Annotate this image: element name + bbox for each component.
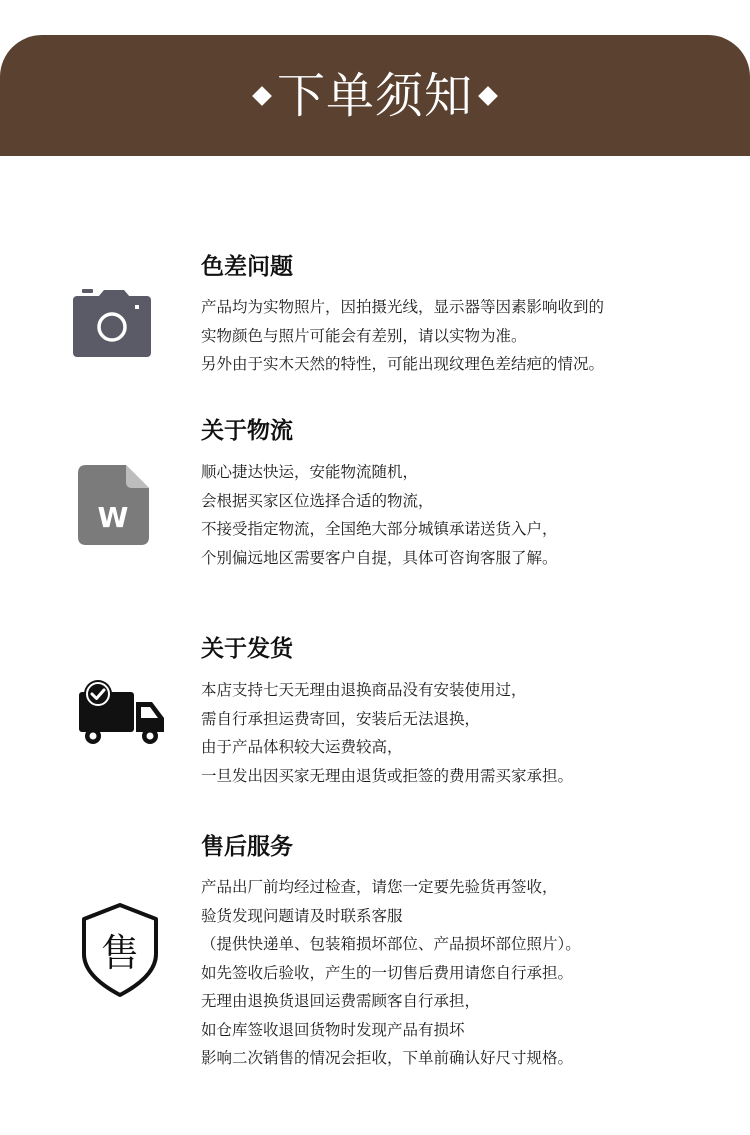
text-line: 一旦发出因买家无理由退货或拒签的费用需买家承担。 <box>201 766 574 785</box>
text-line: （提供快递单、包装箱损坏部位、产品损坏部位照片）。 <box>201 935 581 953</box>
text-line: 产品均为实物照片，因拍摄光线，显示器等因素影响收到的 <box>201 298 605 316</box>
diamond-left-icon <box>252 86 272 106</box>
diamond-right-icon <box>478 86 498 106</box>
text-line: 需自行承担运费寄回，安装后无法退换， <box>201 709 481 728</box>
section-body <box>201 293 604 379</box>
text-line: 无理由退换货退回运费需顾客自行承担， <box>201 992 481 1010</box>
word-document-icon <box>78 465 149 545</box>
page-title: 下单须知 <box>276 67 473 124</box>
text-line: 影响二次销售的情况会拒收，下单前确认好尺寸规格。 <box>201 1049 574 1067</box>
text-line: 由于产品体积较大运费较高， <box>201 738 403 756</box>
text-line: 不接受指定物流，全国绝大部分城镇承诺送货入户， <box>201 520 558 538</box>
text-line: 个别偏远地区需要客户自提，具体可咨询客服了解。 <box>201 548 558 567</box>
section-body <box>201 873 581 1073</box>
text-line: 产品出厂前均经过检查，请您一定要先验货再签收， <box>201 878 558 896</box>
text-line: 实物颜色与照片可能会有差别，请以实物为准。 <box>201 326 527 345</box>
section-title: 售后服务 <box>201 834 293 860</box>
text-line: 如先签收后验收，产生的一切售后费用请您自行承担。 <box>201 963 574 982</box>
section-title: 色差问题 <box>201 254 293 280</box>
text-line: 会根据买家区位选择合适的物流， <box>201 491 434 510</box>
document-letter: W <box>97 501 129 534</box>
camera-icon <box>73 289 151 358</box>
shield-character: 售 <box>100 931 140 975</box>
section-body <box>201 676 573 790</box>
text-line: 验货发现问题请及时联系客服 <box>201 906 403 925</box>
section-title: 关于物流 <box>201 418 293 444</box>
text-line: 顺心捷达快运，安能物流随机， <box>201 463 419 481</box>
text-line: 另外由于实木天然的特性，可能出现纹理色差结疤的情况。 <box>201 355 605 373</box>
text-line: 如仓库签收退回货物时发现产品有损坏 <box>201 1020 465 1039</box>
section-body <box>201 458 558 572</box>
text-line: 本店支持七天无理由退换商品没有安装使用过， <box>201 681 527 699</box>
header-banner <box>0 35 750 156</box>
after-sales-shield-icon <box>81 902 159 998</box>
delivery-truck-check-icon <box>79 680 166 744</box>
section-title: 关于发货 <box>201 636 293 662</box>
